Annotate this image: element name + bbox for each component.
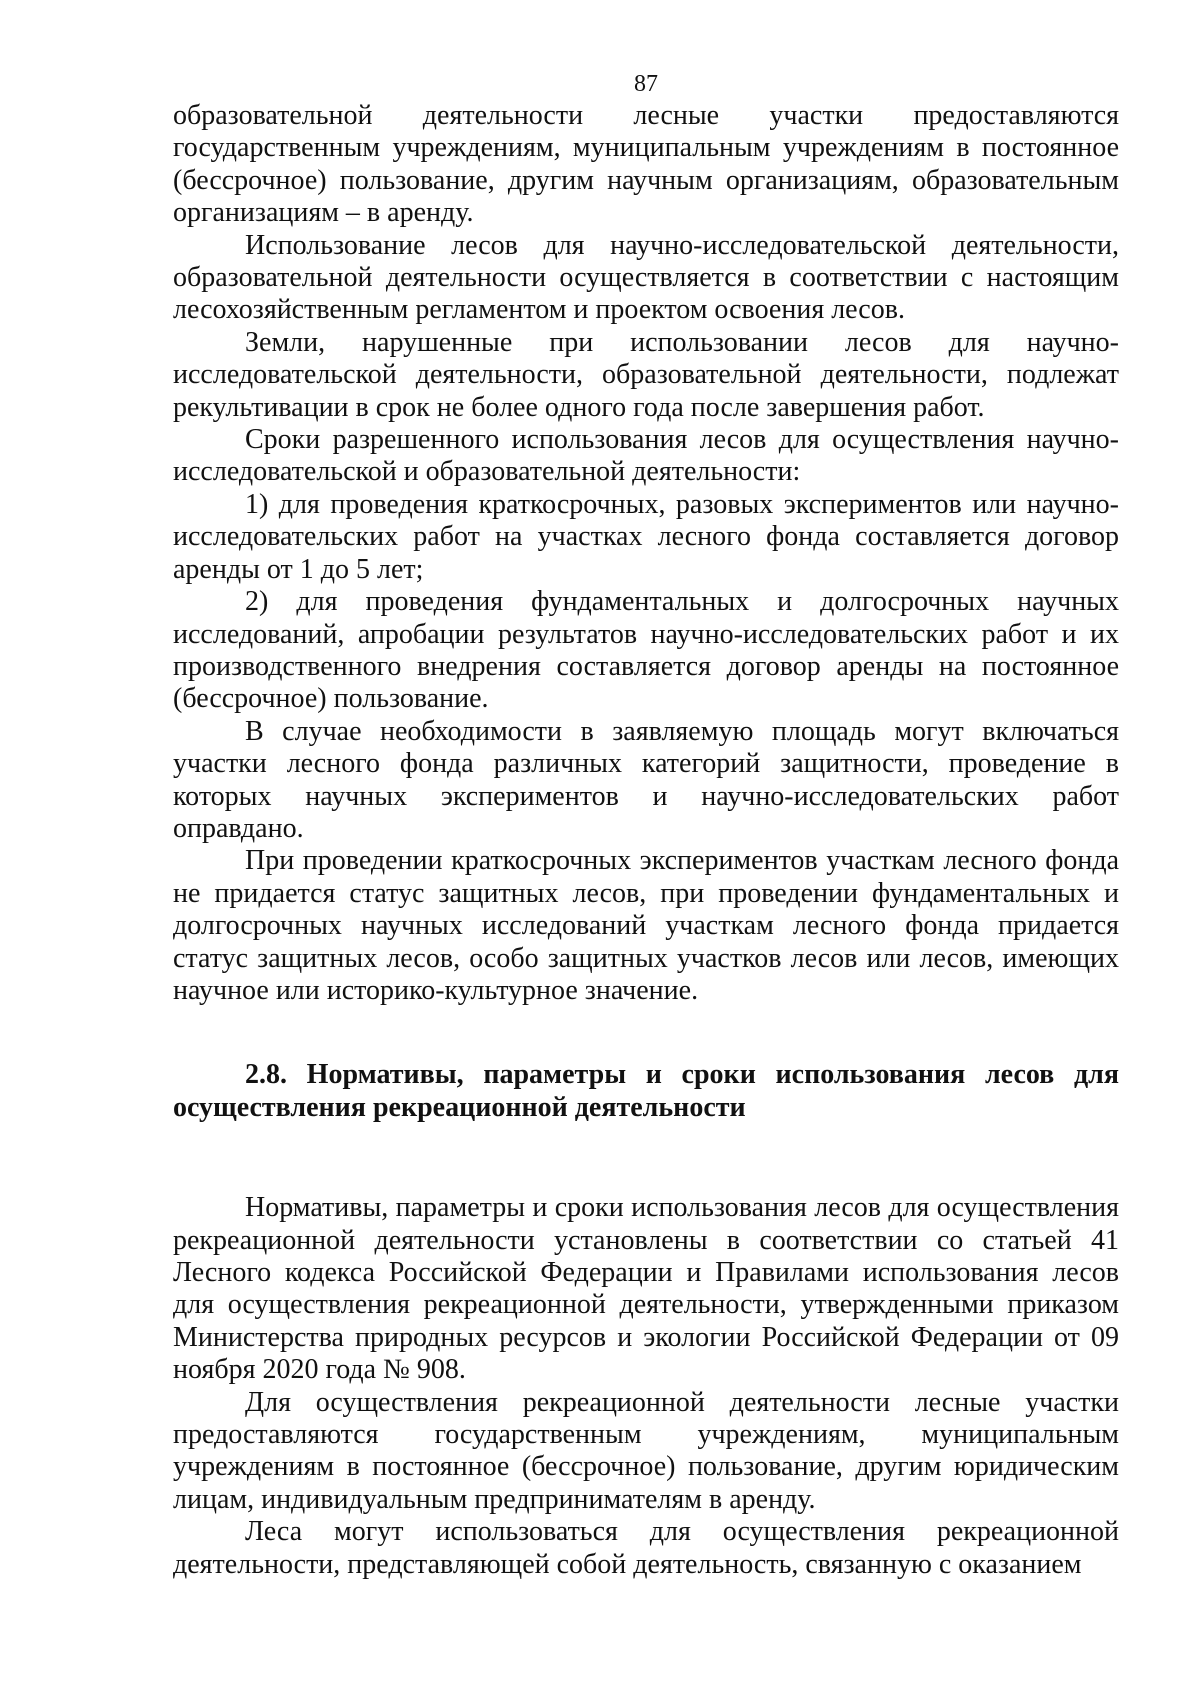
paragraph-protective-status: При проведении краткосрочных экспериментов участкам лесного фонда не придается статус защитных лесов, при проведении фундаментальных и долгосрочных научных исследований участкам лесного фонда придается статус защитных лесов, особо защитных участков лесов или лесов, имеющих научное или историко-культурное значение. [173, 845, 1119, 1006]
paragraph-recreation-activity: Леса могут использоваться для осуществления рекреационной деятельности, представляющей собой деятельность, связанную с оказанием [173, 1516, 1119, 1580]
paragraph-permitted-terms: Сроки разрешенного использования лесов для осуществления научно-исследовательской и образовательной деятельности: [173, 424, 1119, 488]
paragraph-protection-categories: В случае необходимости в заявляемую площадь могут включаться участки лесного фонда различных категорий защитности, проведение в которых научных экспериментов и научно-исследовательских работ оправдано. [173, 715, 1119, 844]
page-number: 87 [634, 71, 658, 97]
paragraph-land-recultivation: Земли, нарушенные при использовании лесов для научно-исследовательской деятельности, образовательной деятельности, подлежат рекультивации в срок не более одного года после завершения работ. [173, 326, 1119, 423]
top-text-block [173, 100, 1119, 1007]
list-item-long-term: 2) для проведения фундаментальных и долгосрочных научных исследований, апробации результатов научно-исследовательских работ и их производственного внедрения составляется договор аренды на постоянное (бессрочное) пользование. [173, 586, 1119, 715]
list-item-short-term: 1) для проведения краткосрочных, разовых экспериментов или научно-исследовательских работ на участках лесного фонда составляется договор аренды от 1 до 5 лет; [173, 488, 1119, 585]
section-heading: 2.8. Нормативы, параметры и сроки использования лесов для осуществления рекреационной деятельности [173, 1059, 1119, 1123]
paragraph-recreation-norms: Нормативы, параметры и сроки использования лесов для осуществления рекреационной деятельности установлены в соответствии со статьей 41 Лесного кодекса Российской Федерации и Правилами использования лесов для осуществления рекреационной деятельности, утвержденными приказом Министерства природных ресурсов и экологии Российской Федерации от 09 ноября 2020 года № 908. [173, 1192, 1119, 1386]
document-page [173, 70, 1119, 1581]
bottom-text-block [173, 1192, 1119, 1581]
paragraph-forest-use-research: Использование лесов для научно-исследовательской деятельности, образовательной деятельности осуществляется в соответствии с настоящим лесохозяйственным регламентом и проектом освоения лесов. [173, 229, 1119, 326]
paragraph-recreation-provision: Для осуществления рекреационной деятельности лесные участки предоставляются государственным учреждениям, муниципальным учреждениям в постоянное (бессрочное) пользование, другим юридическим лицам, индивидуальным предпринимателям в аренду. [173, 1386, 1119, 1515]
paragraph-continuation: образовательной деятельности лесные участки предоставляются государственным учреждениям, муниципальным учреждениям в постоянное (бессрочное) пользование, другим научным организациям, образовательным организациям – в аренду. [173, 100, 1119, 229]
